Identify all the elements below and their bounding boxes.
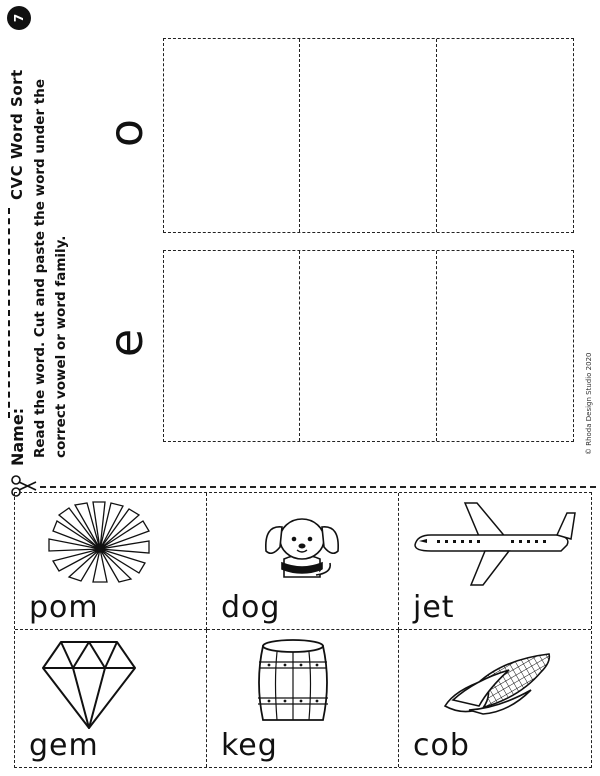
answer-boxes-o bbox=[163, 38, 574, 233]
page-number: 7 bbox=[11, 13, 26, 23]
word-card-jet[interactable] bbox=[399, 493, 591, 630]
dog-icon bbox=[252, 507, 352, 587]
airplane-icon bbox=[407, 497, 577, 593]
word-card-dog[interactable] bbox=[207, 493, 399, 630]
barrel-icon bbox=[247, 636, 339, 728]
card-word: cob bbox=[413, 728, 470, 763]
cut-line bbox=[40, 486, 596, 488]
instructions-line-2: correct vowel or word family. bbox=[53, 235, 69, 458]
answer-box[interactable] bbox=[164, 251, 300, 441]
pompom-icon bbox=[45, 501, 155, 583]
vowel-label-e: e bbox=[99, 328, 154, 358]
name-label: Name: bbox=[8, 407, 27, 466]
card-word: keg bbox=[221, 728, 278, 763]
word-card-cob[interactable] bbox=[399, 630, 591, 767]
word-card-pom[interactable] bbox=[15, 493, 207, 630]
word-cards bbox=[14, 492, 592, 768]
card-word: pom bbox=[29, 590, 99, 625]
answer-box[interactable] bbox=[300, 39, 436, 232]
word-card-keg[interactable] bbox=[207, 630, 399, 767]
corn-icon bbox=[439, 650, 559, 720]
card-word: gem bbox=[29, 728, 99, 763]
card-word: dog bbox=[221, 590, 281, 625]
page-number-badge bbox=[7, 6, 31, 30]
vowel-label-o: o bbox=[99, 118, 154, 148]
answer-boxes-e bbox=[163, 250, 574, 442]
worksheet-title: CVC Word Sort bbox=[8, 69, 26, 200]
answer-box[interactable] bbox=[300, 251, 436, 441]
card-word: jet bbox=[413, 590, 455, 625]
word-card-gem[interactable] bbox=[15, 630, 207, 767]
answer-box[interactable] bbox=[437, 39, 573, 232]
answer-box[interactable] bbox=[437, 251, 573, 441]
copyright-text: © Rhoda Design Studio 2020 bbox=[585, 352, 593, 455]
name-write-line[interactable] bbox=[8, 208, 10, 418]
answer-box[interactable] bbox=[164, 39, 300, 232]
gem-icon bbox=[39, 636, 139, 732]
instructions-line-1: Read the word. Cut and paste the word under the bbox=[32, 78, 48, 458]
